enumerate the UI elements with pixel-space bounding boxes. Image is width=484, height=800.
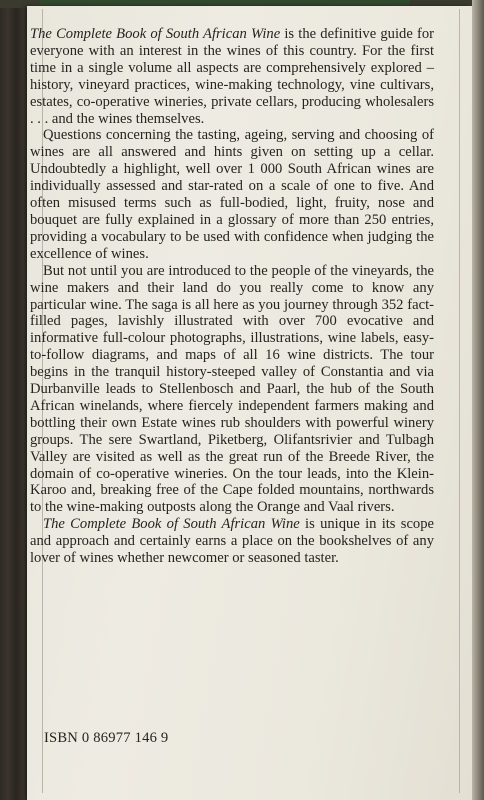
blurb-paragraph-2: Questions concerning the tasting, ageing, serving and choosing of wines are all answered and hints given on setting up a cellar. Undoubtedly a highlight, well over 1 000 South African wines are individually assessed and star-rated on a scale of one to five. And often misused terms such as full-bodied, light, fruity, nose and bouquet are fully explained in a glossary of more than 250 entries, providing a vocabulary to be used with confidence when judging the excellence of wines.: [30, 127, 434, 262]
blurb-paragraph-4-text: is unique in its scope and approach and certainly earns a place on the bookshelves of any lover of wines whether newcomer or seasoned taster.: [30, 516, 434, 567]
blurb-text: [30, 26, 434, 567]
blurb-paragraph-4: [30, 516, 434, 567]
page-right-edge: [472, 0, 484, 800]
cover-green-band: [40, 0, 410, 5]
isbn-number: ISBN 0 86977 146 9: [44, 730, 169, 746]
blurb-paragraph-3: But not until you are introduced to the people of the vineyards, the wine makers and their land do you really come to know any particular wine. The saga is all here as you journey through 352 fact-filled pages, lavishly illustrated with over 700 evocative and informative full-colour photographs, illustrations, wine labels, easy-to-follow diagrams, and maps of all 16 wine districts. The tour begins in the tranquil history-steeped valley of Constantia and via Durbanville leads to Stellenbosch and Paarl, the hub of the South African winelands, where fiercely independent farmers making and bottling their own Estate wines rub shoulders with powerful winery groups. The sere Swartland, Piketberg, Olifantsrivier and Tulbagh Valley are visited as well as the great run of the Breede River, the domain of co-operative wineries. On the tour leads, into the Klein-Karoo and, breaking free of the Cape folded mountains, northwards to the wine-making outposts along the Orange and Vaal rivers.: [30, 262, 434, 516]
book-title: The Complete Book of South African Wine: [30, 26, 281, 42]
blurb-paragraph-1-text: is the definitive guide for everyone with an interest in the wines of this country. For the first time in a single volume all aspects are comprehensively explored – history, vineyard practices, wine-making technology, vine cultivars, estates, co-operative wineries, private cellars, producing wholesalers . . . and the wines themselves.: [30, 26, 434, 127]
book-title: The Complete Book of South African Wine: [43, 516, 300, 533]
blurb-paragraph-1: [30, 26, 434, 127]
